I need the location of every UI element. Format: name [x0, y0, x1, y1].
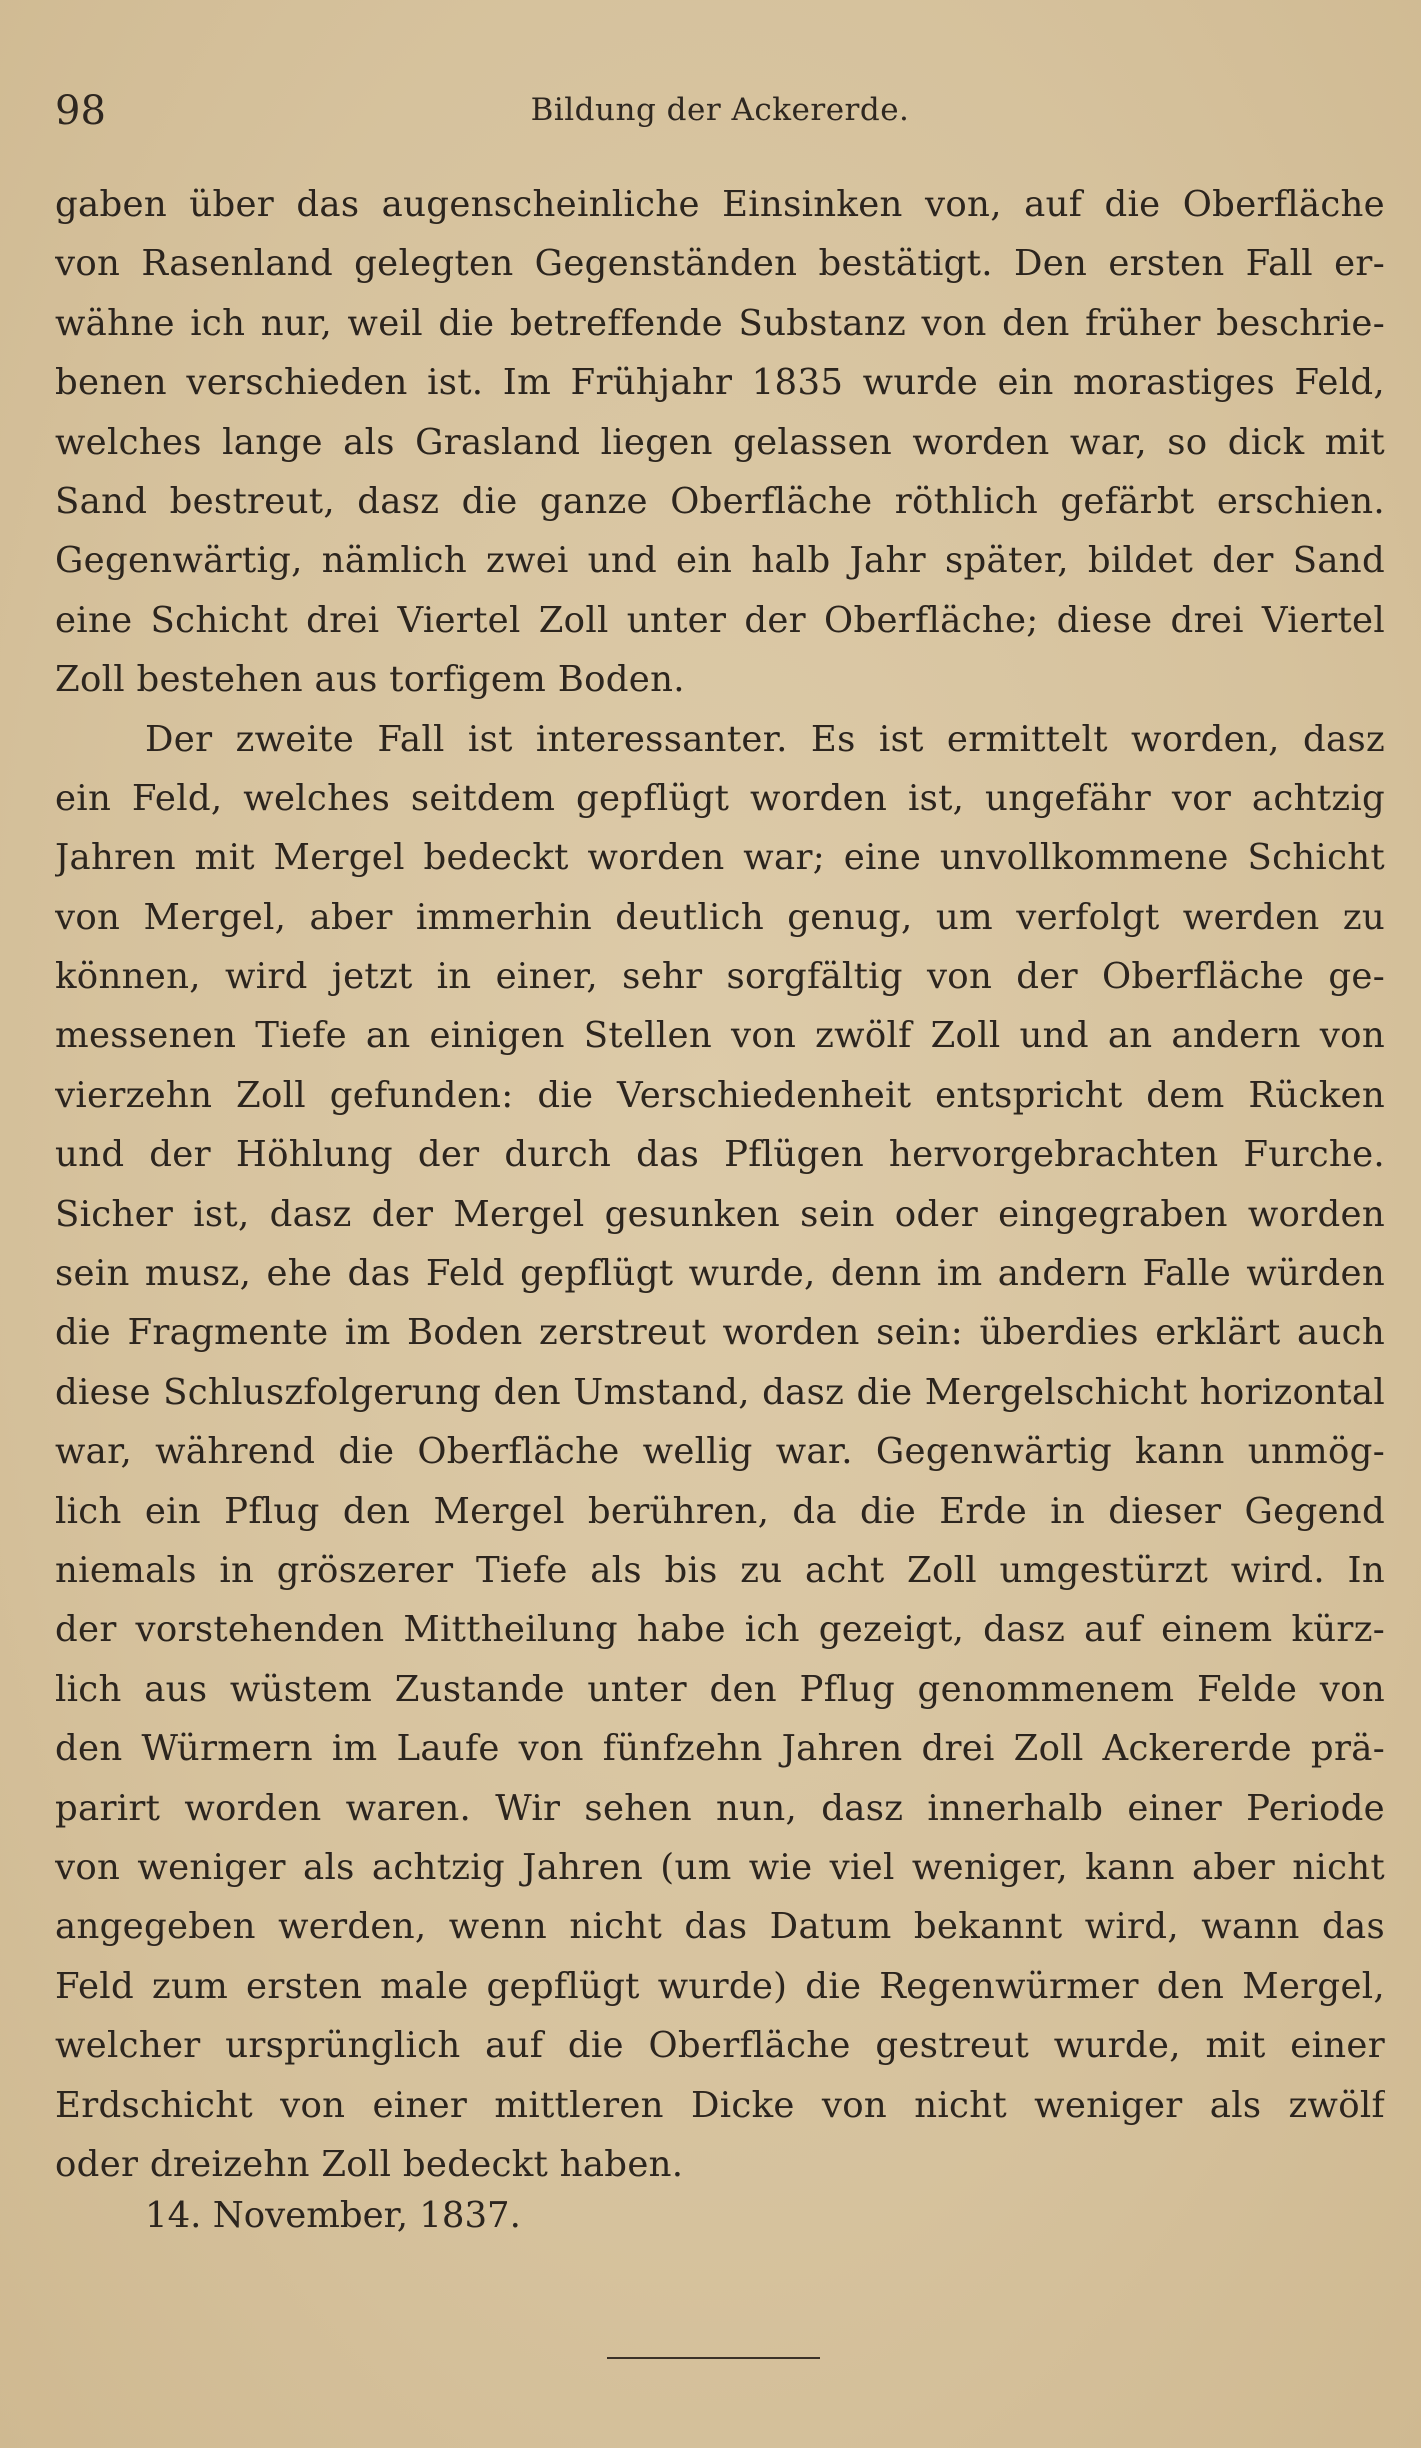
text-line: Sand bestreut, dasz die ganze Oberfläche röthlich gefärbt erschien.: [55, 480, 1385, 522]
text-line: Jahren mit Mergel bedeckt worden war; eine unvollkommene Schicht: [55, 837, 1385, 879]
text-line: war, während die Oberfläche wellig war. Gegenwärtig kann unmög-: [55, 1431, 1385, 1473]
text-line: welches lange als Grasland liegen gelassen worden war, so dick mit: [55, 421, 1385, 463]
text-line: diese Schluszfolgerung den Umstand, dasz die Mergelschicht horizontal: [55, 1371, 1385, 1413]
text-line: benen verschieden ist. Im Frühjahr 1835 wurde ein morastiges Feld,: [55, 362, 1385, 404]
text-line: vierzehn Zoll gefunden: die Verschiedenheit entspricht dem Rücken: [55, 1074, 1385, 1116]
text-line: können, wird jetzt in einer, sehr sorgfältig von der Oberfläche ge-: [55, 956, 1385, 998]
text-line: angegeben werden, wenn nicht das Datum bekannt wird, wann das: [55, 1906, 1385, 1948]
text-line: Feld zum ersten male gepflügt wurde) die Regenwürmer den Mergel,: [55, 1965, 1385, 2007]
text-line: Der zweite Fall ist interessanter. Es ist ermittelt worden, dasz: [145, 718, 1385, 760]
body-text: [55, 175, 1385, 2194]
text-line: Zoll bestehen aus torfigem Boden.: [55, 659, 685, 701]
paragraph-2: [55, 710, 1385, 2195]
text-line: Erdschicht von einer mittleren Dicke von nicht weniger als zwölf: [55, 2084, 1385, 2126]
running-title: Bildung der Ackererde.: [530, 92, 910, 128]
end-rule: [607, 2357, 820, 2359]
text-line: von Rasenland gelegten Gegenständen bestätigt. Den ersten Fall er-: [55, 243, 1385, 285]
text-line: Sicher ist, dasz der Mergel gesunken sein oder eingegraben worden: [55, 1193, 1385, 1235]
text-line: niemals in gröszerer Tiefe als bis zu acht Zoll umgestürzt wird. In: [55, 1549, 1385, 1591]
text-line: messenen Tiefe an einigen Stellen von zwölf Zoll und an andern von: [55, 1015, 1385, 1057]
dateline: 14. November, 1837.: [145, 2195, 521, 2236]
text-line: den Würmern im Laufe von fünfzehn Jahren drei Zoll Ackererde prä-: [55, 1728, 1385, 1770]
text-line: von weniger als achtzig Jahren (um wie viel weniger, kann aber nicht: [55, 1846, 1385, 1888]
page-number: 98: [55, 88, 106, 134]
text-line: oder dreizehn Zoll bedeckt haben.: [55, 2143, 684, 2185]
page-header: [55, 88, 1385, 138]
text-line: Gegenwärtig, nämlich zwei und ein halb Jahr später, bildet der Sand: [55, 540, 1385, 582]
text-line: gaben über das augenscheinliche Einsinken von, auf die Oberfläche: [55, 184, 1385, 225]
text-line: der vorstehenden Mittheilung habe ich gezeigt, dasz auf einem kürz-: [55, 1609, 1385, 1651]
text-line: lich aus wüstem Zustande unter den Pflug genommenem Felde von: [55, 1668, 1385, 1710]
text-line: eine Schicht drei Viertel Zoll unter der Oberfläche; diese drei Viertel: [55, 599, 1385, 641]
text-line: ein Feld, welches seitdem gepflügt worden ist, ungefähr vor achtzig: [55, 777, 1385, 819]
text-line: von Mergel, aber immerhin deutlich genug, um verfolgt werden zu: [55, 896, 1385, 938]
text-line: welcher ursprünglich auf die Oberfläche gestreut wurde, mit einer: [55, 2025, 1385, 2067]
text-line: wähne ich nur, weil die betreffende Substanz von den früher beschrie-: [55, 302, 1385, 344]
text-line: lich ein Pflug den Mergel berühren, da die Erde in dieser Gegend: [55, 1490, 1385, 1532]
text-line: parirt worden waren. Wir sehen nun, dasz innerhalb einer Periode: [55, 1787, 1385, 1829]
text-line: die Fragmente im Boden zerstreut worden sein: überdies erklärt auch: [55, 1312, 1385, 1354]
text-line: sein musz, ehe das Feld gepflügt wurde, denn im andern Falle würden: [55, 1253, 1385, 1295]
text-line: und der Höhlung der durch das Pflügen hervorgebrachten Furche.: [55, 1134, 1385, 1176]
paragraph-1: [55, 175, 1385, 710]
